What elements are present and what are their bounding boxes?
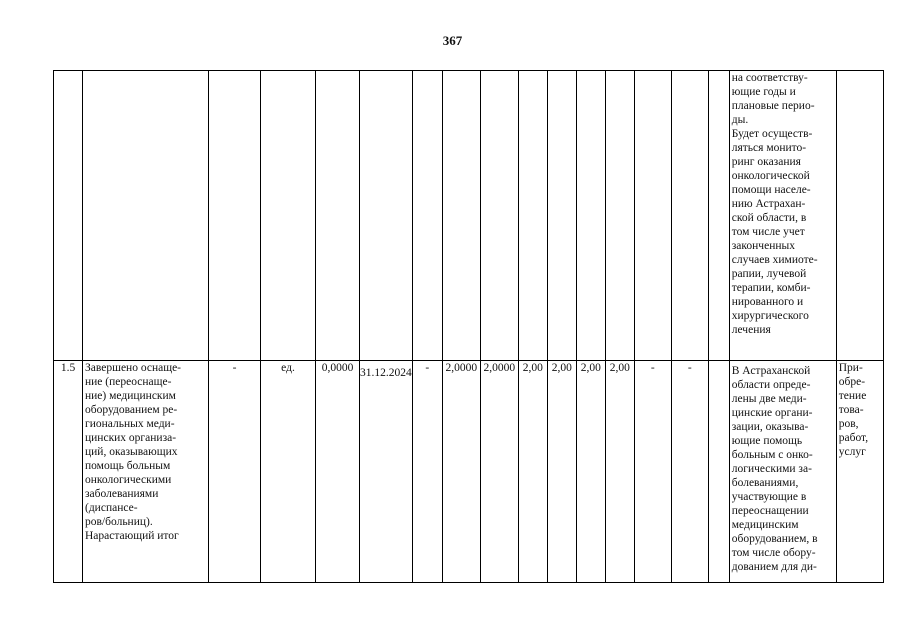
cell-empty [360,71,413,361]
cell-base-value: 0,0000 [316,361,360,583]
cell-empty [83,71,209,361]
cell-col3: - [209,361,261,583]
cell-value-1: - [412,361,442,583]
cell-empty [209,71,261,361]
table-row-1-5 [54,361,884,583]
cell-base-date: 31.12.2024 [360,361,413,583]
cell-note-continued: на соответству- ющие годы и плановые перио- ды. Будет осуществ- ляться монито- ринг оказания онкологической помощи населе- нию Астрахан- ской области, в том числе учет законченных случаев химиоте- рапии, лучевой терапии, комби- нированного и хирургического лечения [729,71,836,361]
cell-empty [836,71,883,361]
cell-empty [605,71,634,361]
cell-empty [708,361,729,583]
page-number: 367 [442,33,463,48]
cell-empty [708,71,729,361]
cell-empty [316,71,360,361]
cell-indicator-description: Завершено оснаще- ние (переоснаще- ние) медицинским оборудованием ре- гиональных меди- цинских организа- ций, оказывающих помощь больным онкологическими заболеваниями (диспансе- ров/больниц). Нарастающий итог [83,361,209,583]
cell-value-7: 2,00 [605,361,634,583]
cell-value-8: - [634,361,671,583]
cell-funding-source: При- обре- тение това- ров, работ, услуг [836,361,883,583]
cell-empty [634,71,671,361]
cell-value-3: 2,0000 [480,361,518,583]
cell-row-number: 1.5 [54,361,83,583]
cell-value-5: 2,00 [547,361,576,583]
cell-note: В Астраханской области опреде- лены две меди- цинские органи- зации, оказыва- ющие помощь больным с онко- логическими за- болеваниями, участвующие в переоснащении медицинским оборудованием, в том числе обору- дованием для ди- [729,361,836,583]
cell-empty [671,71,708,361]
cell-empty [480,71,518,361]
cell-empty [576,71,605,361]
cell-unit: ед. [261,361,316,583]
table-row-previous [54,71,884,361]
document-table [53,70,884,583]
cell-empty [547,71,576,361]
cell-value-4: 2,00 [518,361,547,583]
cell-empty [412,71,442,361]
cell-value-2: 2,0000 [442,361,480,583]
cell-empty [518,71,547,361]
cell-empty [54,71,83,361]
cell-empty [261,71,316,361]
cell-empty [442,71,480,361]
cell-value-9: - [671,361,708,583]
cell-value-6: 2,00 [576,361,605,583]
